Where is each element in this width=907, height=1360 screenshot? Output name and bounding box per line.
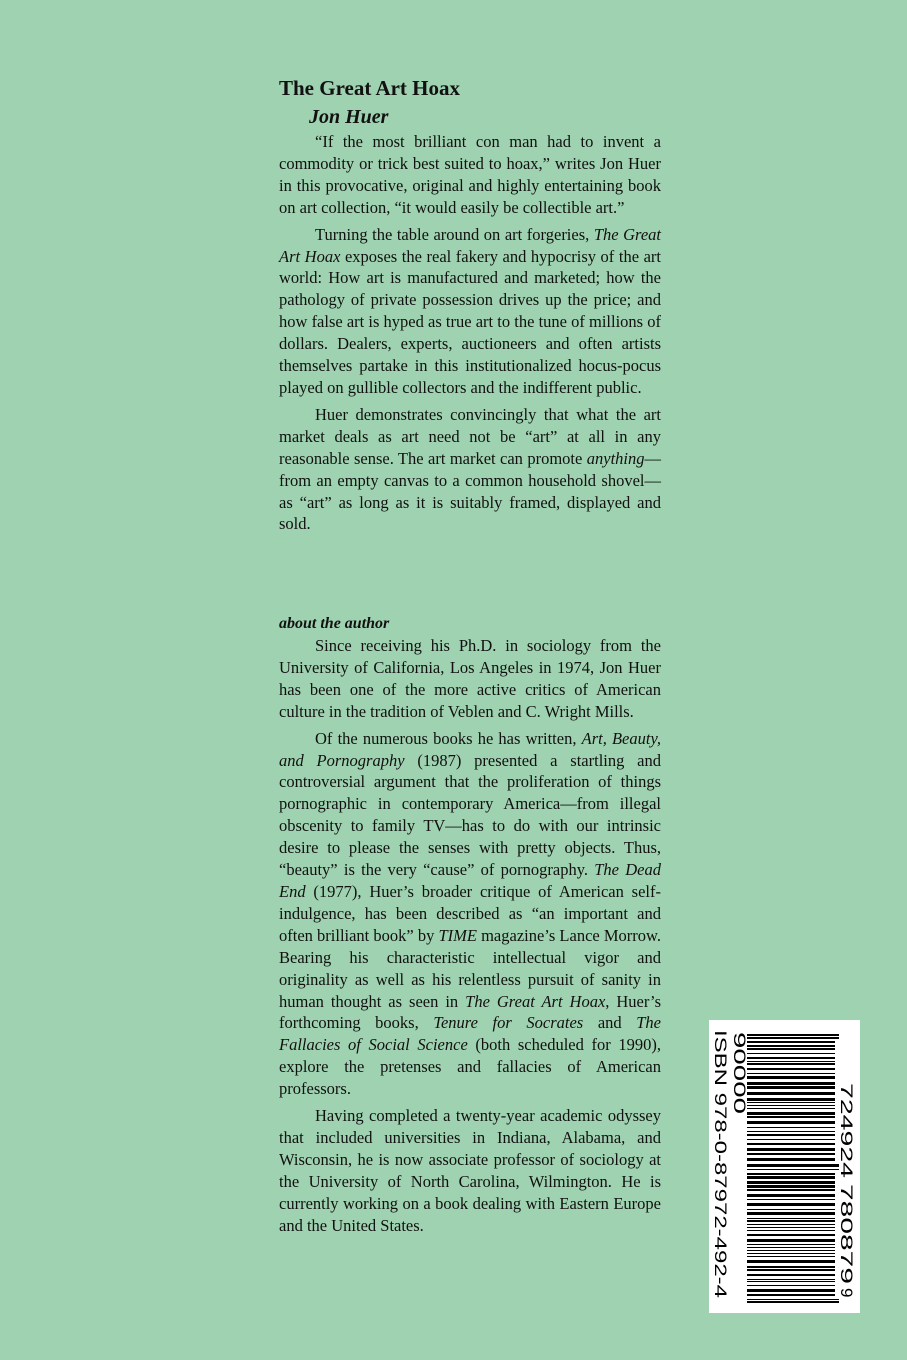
barcode-bar: [747, 1279, 835, 1280]
about-p2-book-title: The Fallacies of Social Science: [279, 1013, 661, 1055]
book-author: Jon Huer: [309, 106, 389, 128]
barcode-bar: [747, 1218, 835, 1219]
barcode-bar: [747, 1256, 835, 1257]
barcode-bar: [747, 1102, 835, 1103]
barcode-bar: [747, 1143, 835, 1145]
ean-right-digits: 724924: [837, 1083, 856, 1140]
barcode-bar: [747, 1169, 839, 1170]
barcode-bar: [747, 1209, 835, 1210]
barcode-bar: [747, 1076, 835, 1079]
about-p2-part: and: [583, 1013, 637, 1033]
barcode-bar: [747, 1131, 835, 1132]
barcode-bar: [747, 1068, 835, 1070]
blurb-p3-part: —from an empty canvas to a common household shovel—as “art” as long as it is suitably framed, displayed and sold.: [279, 448, 661, 534]
barcode-bar: [747, 1082, 835, 1085]
barcode-bar: [747, 1105, 835, 1106]
barcode-bar: [747, 1266, 835, 1268]
barcode-graphic: [709, 1020, 860, 1313]
barcode-bar: [747, 1061, 835, 1062]
barcode-bar: [747, 1153, 835, 1155]
barcode-bar: [747, 1244, 835, 1245]
about-p2-part: Of the numerous books he has written,: [315, 728, 582, 748]
barcode-bar: [747, 1063, 835, 1065]
blurb-p3-part: Huer demonstrates convincingly that what the art market deals as art need not be “art” at all in any reasonable sense. The art market can promote: [279, 404, 661, 468]
barcode-bar: [747, 1034, 839, 1036]
barcode-bar: [747, 1212, 835, 1215]
barcode-bar: [747, 1116, 835, 1118]
about-paragraph-3: Having completed a twenty-year academic odyssey that included universities in Indiana, Alabama, and Wisconsin, he is now associate professor of sociology at the University of North Carolina, Wilmington. He is currently working on a book dealing with Eastern Europe and the United States.: [279, 1106, 661, 1235]
barcode-bar: [747, 1224, 835, 1225]
barcode-bar: [747, 1127, 835, 1128]
barcode-bar: [747, 1181, 835, 1184]
barcode-bar: [747, 1139, 835, 1140]
barcode-bar: [747, 1203, 835, 1206]
blurb-p2-part: exposes the real fakery and hypocrisy of the art world: How art is manufactured and marketed; how the pathology of private possession drives up the price; and how false art is hyped as true art to the tune of millions of dollars. Dealers, experts, auctioneers and often artists themselves partake in this institutionalized hocus-pocus played on gullible collectors and the indifferent public.: [279, 246, 661, 397]
barcode-bar: [747, 1294, 835, 1296]
barcode-bar: [747, 1041, 835, 1043]
barcode-bar: [747, 1134, 835, 1136]
blurb-p2-part: Turning the table around on art forgeries,: [315, 224, 594, 244]
blurb-paragraph-2: [279, 224, 661, 399]
barcode-bar: [747, 1227, 835, 1228]
barcode-bar: [747, 1253, 835, 1254]
barcode-bar: [747, 1098, 835, 1101]
barcode-bar: [747, 1108, 835, 1109]
blurb: [279, 131, 661, 540]
barcode-bar: [747, 1247, 835, 1248]
about-author-heading: about the author: [279, 615, 390, 632]
about-p2-part: (1987) presented a startling and controversial argument that the proliferation of things pornographic in contemporary America—from illegal obscenity to family TV—has to do with our intrinsic desire to please the senses with pretty objects. Thus, “beauty” is the very “cause” of pornography.: [279, 750, 661, 880]
barcode-bar: [747, 1199, 835, 1200]
about-p2-part: , Huer’s forthcoming books,: [279, 991, 661, 1033]
about-p2-part: (both scheduled for 1990), explore the pretenses and fallacies of American professors.: [279, 1035, 661, 1099]
blurb-paragraph-3: [279, 404, 661, 535]
barcode-bar: [747, 1299, 839, 1300]
barcode-bar: [747, 1189, 835, 1191]
barcode-bar: [747, 1220, 835, 1222]
barcode-bar: [747, 1289, 835, 1292]
about-p2-book-title: Art, Beauty, and Pornography: [279, 728, 662, 770]
barcode-bar: [747, 1164, 839, 1167]
about-author: [279, 613, 661, 1241]
barcode-bar: [747, 1239, 835, 1242]
ean-first-digit: 9: [837, 1288, 856, 1298]
about-p2-magazine: TIME: [438, 925, 477, 945]
barcode-bar: [747, 1173, 835, 1175]
about-paragraph-2: [279, 728, 661, 1100]
book-title: The Great Art Hoax: [279, 76, 461, 100]
barcode-bar: [747, 1092, 835, 1095]
barcode-bar: [747, 1185, 835, 1188]
barcode-bar: [747, 1234, 835, 1236]
barcode-bar: [747, 1045, 835, 1047]
barcode-bar: [747, 1194, 835, 1197]
barcode-bar: [747, 1057, 835, 1059]
barcode-bar: [747, 1112, 835, 1115]
isbn-label: ISBN 978-0-87972-492-4: [711, 1030, 730, 1220]
about-p2-book-title: Tenure for Socrates: [433, 1013, 584, 1033]
barcode-bar: [747, 1176, 835, 1179]
barcode-bar: [747, 1230, 835, 1231]
barcode-bar: [747, 1037, 839, 1039]
barcode-bar: [747, 1048, 835, 1050]
about-p2-book-title: The Dead End: [279, 860, 661, 901]
blurb-p2-title: The Great Art Hoax: [279, 224, 661, 266]
barcode-bar: [747, 1158, 835, 1161]
barcode-bar: [747, 1073, 835, 1074]
barcode-bar: [747, 1274, 835, 1276]
barcode-bar: [747, 1269, 835, 1271]
barcode-bar: [747, 1260, 835, 1263]
barcode-bar: [747, 1285, 835, 1286]
addon-digits: 90000: [730, 1032, 749, 1080]
barcode-bar: [747, 1148, 835, 1151]
about-paragraph-1: Since receiving his Ph.D. in sociology from the University of California, Los Angeles in 1974, Jon Huer has been one of the more active critics of American culture in the tradition of Veblen and C. Wright Mills.: [279, 636, 661, 721]
barcode-bar: [747, 1121, 835, 1124]
blurb-p3-emphasis: anything: [586, 448, 645, 468]
blurb-paragraph-1: “If the most brilliant con man had to invent a commodity or trick best suited to hoax,” writes Jon Huer in this provocative, original and highly entertaining book on art collection, “it would easily be collectible art.”: [279, 132, 661, 217]
barcode-bar: [747, 1301, 839, 1303]
isbn-barcode: [709, 1020, 860, 1313]
barcode-bar: [747, 1250, 835, 1251]
barcode-bar: [747, 1086, 835, 1089]
barcode-bar: [747, 1281, 835, 1282]
about-p2-part: magazine’s Lance Morrow. Bearing his characteristic intellectual vigor and originality as well as his relentless pursuit of sanity in human thought as seen in: [279, 925, 661, 1011]
ean-bars: [747, 1034, 839, 1303]
ean-left-digits: 780879: [837, 1184, 856, 1241]
barcode-bar: [747, 1053, 835, 1054]
about-p2-book-title: The Great Art Hoax: [465, 991, 606, 1011]
about-p2-part: (1977), Huer’s broader critique of American self-indulgence, has been described as “an important and often brilliant book” by: [279, 881, 661, 945]
